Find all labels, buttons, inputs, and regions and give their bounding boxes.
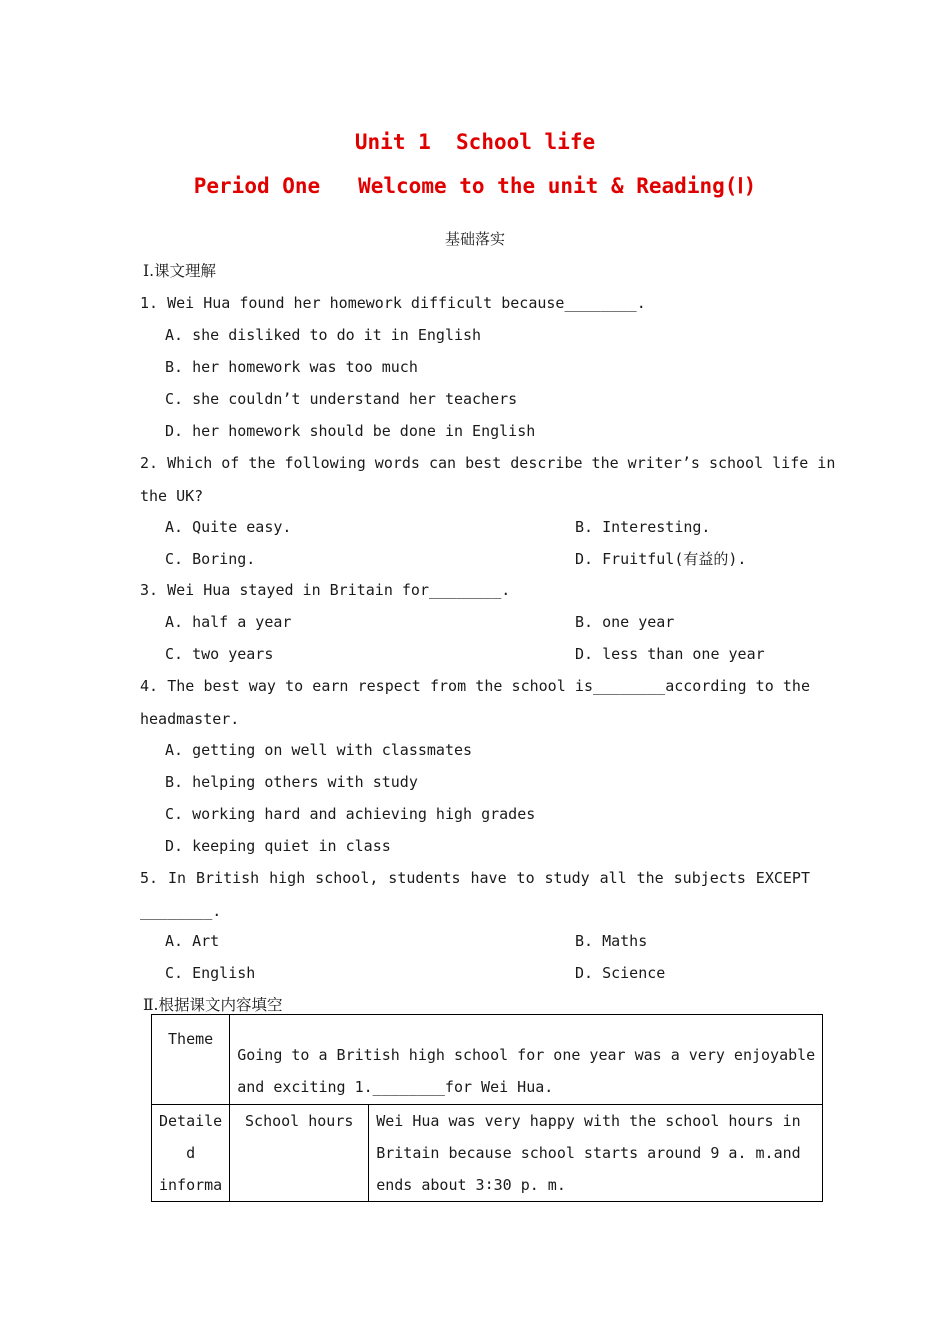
school-hours-label: School hours — [245, 1112, 354, 1130]
question-1-option-d: D. her homework should be done in English — [165, 422, 536, 440]
theme-label: Theme — [168, 1030, 214, 1048]
theme-label-cell — [152, 1015, 230, 1105]
part1-heading: Ⅰ.课文理解 — [143, 262, 217, 280]
question-5-option-c: C. English — [165, 964, 256, 982]
question-2-option-c: C. Boring. — [165, 550, 256, 568]
table-row — [152, 1015, 823, 1105]
question-1-option-b: B. her homework was too much — [165, 358, 418, 376]
question-4-option-a: A. getting on well with classmates — [165, 741, 473, 759]
question-1-stem: 1. Wei Hua found her homework difficult because________. — [140, 294, 646, 312]
question-5-stem-line2: ________. — [140, 902, 222, 920]
theme-text-line1: Going to a British high school for one year was a very enjoyable — [237, 1046, 816, 1064]
question-4-stem-line2: headmaster. — [140, 710, 240, 728]
question-2-option-a: A. Quite easy. — [165, 518, 292, 536]
question-2-option-d: D. Fruitful(有益的). — [575, 550, 747, 568]
detail-label-line2: d — [186, 1144, 196, 1162]
question-5-option-a: A. Art — [165, 932, 220, 950]
question-2-option-b: B. Interesting. — [575, 518, 711, 536]
question-3-option-c: C. two years — [165, 645, 274, 663]
school-hours-text-line3: ends about 3∶30 p. m. — [376, 1176, 566, 1194]
question-4-stem-line1: 4. The best way to earn respect from the school is________according to the — [140, 677, 810, 695]
school-hours-text-cell — [369, 1105, 823, 1202]
question-5-option-b: B. Maths — [575, 932, 648, 950]
unit-title: Unit 1 School life — [354, 130, 596, 154]
table-row — [152, 1105, 823, 1202]
question-2-stem-line1: 2. Which of the following words can best describe the writer’s school life in — [140, 454, 836, 472]
school-hours-label-cell — [230, 1105, 369, 1202]
school-hours-text-line2: Britain because school starts around 9 a. m.and — [376, 1144, 801, 1162]
period-title: Period One Welcome to the unit & Reading(Ⅰ) — [193, 174, 757, 198]
part2-heading: Ⅱ.根据课文内容填空 — [143, 996, 283, 1014]
question-2-stem-line2: the UK? — [140, 487, 204, 505]
question-4-option-d: D. keeping quiet in class — [165, 837, 391, 855]
question-4-option-c: C. working hard and achieving high grades — [165, 805, 536, 823]
question-3-option-a: A. half a year — [165, 613, 292, 631]
question-5-stem-line1: 5. In British high school, students have to study all the subjects EXCEPT — [140, 869, 810, 887]
question-1-option-c: C. she couldn’t understand her teachers — [165, 390, 518, 408]
question-3-option-b: B. one year — [575, 613, 675, 631]
theme-text-cell — [230, 1015, 823, 1105]
question-3-option-d: D. less than one year — [575, 645, 765, 663]
school-hours-text-line1: Wei Hua was very happy with the school hours in — [376, 1112, 801, 1130]
section-heading: 基础落实 — [444, 230, 505, 248]
question-4-option-b: B. helping others with study — [165, 773, 418, 791]
detail-label-cell — [152, 1105, 230, 1202]
theme-text-line2: and exciting 1.________for Wei Hua. — [237, 1078, 554, 1096]
summary-table — [151, 1014, 823, 1202]
detail-label-line1: Detaile — [159, 1112, 223, 1130]
question-1-option-a: A. she disliked to do it in English — [165, 326, 482, 344]
detail-label-line3: informa — [159, 1176, 223, 1194]
question-5-option-d: D. Science — [575, 964, 666, 982]
question-3-stem: 3. Wei Hua stayed in Britain for________. — [140, 581, 511, 599]
